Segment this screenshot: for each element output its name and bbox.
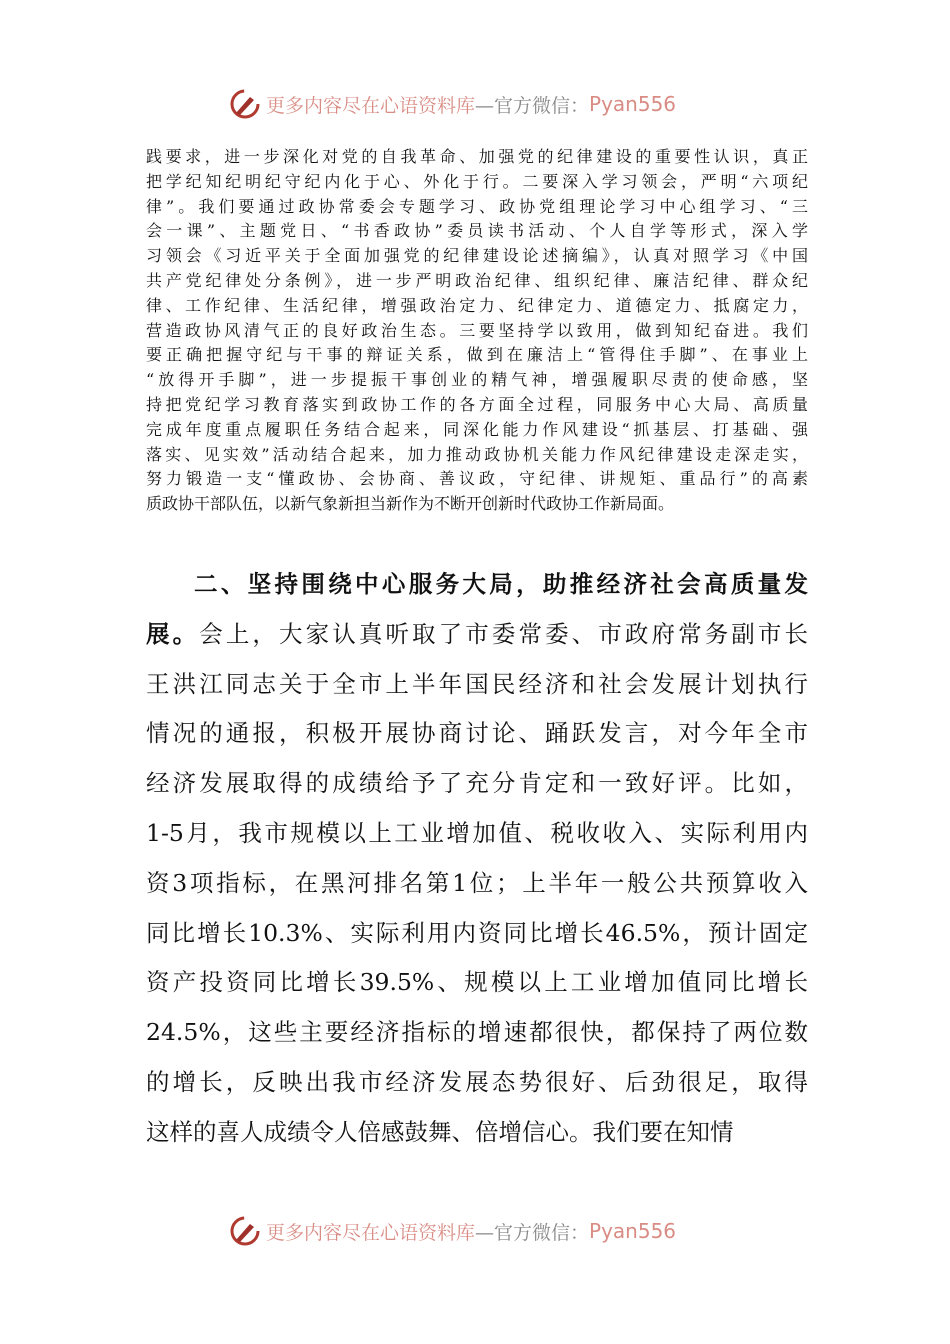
text-line: 这样的喜人成绩令人倍感鼓舞、倍增信心。我们要在知情 xyxy=(146,1117,734,1146)
quill-logo-icon xyxy=(228,1214,262,1248)
paragraph-discipline xyxy=(146,145,808,517)
text-line: 持把党纪学习教育落实到政协工作的各方面全过程，同服务中心大局、高质量 xyxy=(146,394,808,414)
heading-end: 展。 xyxy=(146,619,200,648)
text-line: 共产党纪律处分条例》，进一步严明政治纪律、组织纪律、廉洁纪律、群众纪 xyxy=(146,270,808,290)
text-line: 1-5月，我市规模以上工业增加值、税收收入、实际利用内 xyxy=(146,818,808,847)
banner-text: 更多内容尽在心语资料库 xyxy=(266,94,476,117)
text-line: 律、工作纪律、生活纪律，增强政治定力、纪律定力、道德定力、抵腐定力， xyxy=(146,295,808,315)
header-banner xyxy=(228,86,676,122)
text-line: 经济发展取得的成绩给予了充分肯定和一致好评。比如， xyxy=(146,769,808,798)
text-line: “放得开手脚”，进一步提振干事创业的精气神，增强履职尽责的使命感，坚 xyxy=(146,370,808,390)
wechat-id: Pyan556 xyxy=(589,1219,677,1243)
banner-text: 更多内容尽在心语资料库 xyxy=(266,1221,476,1244)
text-line: 完成年度重点履职任务结合起来，同深化能力作风建设“抓基层、打基础、强 xyxy=(146,419,808,439)
text-line: 要正确把握守纪与干事的辩证关系，做到在廉洁上“管得住手脚”、在事业上 xyxy=(146,345,808,365)
section-2 xyxy=(146,560,808,1158)
text-line: 践要求，进一步深化对党的自我革命、加强党的纪律建设的重要性认识，真正 xyxy=(146,147,808,166)
wechat-id: Pyan556 xyxy=(589,92,677,116)
section-heading: 二、坚持围绕中心服务大局，助推经济社会高质量发 xyxy=(194,570,808,598)
banner-label: —官方微信： xyxy=(475,94,590,117)
text-line: 营造政协风清气正的良好政治生态。三要坚持学以致用，做到知纪奋进。我们 xyxy=(146,320,808,340)
text-line: 质政协干部队伍，以新气象新担当新作为不断开创新时代政协工作新局面。 xyxy=(146,494,675,514)
text-line: 24.5%，这些主要经济指标的增速都很快，都保持了两位数 xyxy=(146,1018,808,1047)
text-line: 落实、见实效”活动结合起来，加力推动政协机关能力作风纪律建设走深走实， xyxy=(146,444,808,464)
text-line: 习领会《习近平关于全面加强党的纪律建设论述摘编》，认真对照学习《中国 xyxy=(146,246,808,266)
text-line-rest: 会上，大家认真听取了市委常委、市政府常务副市长 xyxy=(199,619,809,648)
text-line: 王洪江同志关于全市上半年国民经济和社会发展计划执行 xyxy=(146,669,808,698)
text-line: 会一课”、主题党日、“书香政协”委员读书活动、个人自学等形式，深入学 xyxy=(146,221,808,241)
text-line: 努力锻造一支“懂政协、会协商、善议政，守纪律、讲规矩、重品行”的高素 xyxy=(146,469,808,489)
text-line: 的增长，反映出我市经济发展态势很好、后劲很足，取得 xyxy=(146,1067,808,1096)
text-line: 把学纪知纪明纪守纪内化于心、外化于行。二要深入学习领会，严明“六项纪 xyxy=(146,171,808,191)
footer-banner xyxy=(228,1213,676,1249)
text-line: 律”。我们要通过政协常委会专题学习、政协党组理论学习中心组学习、“三 xyxy=(146,196,808,216)
text-line xyxy=(146,610,808,660)
text-line: 同比增长10.3%、实际利用内资同比增长46.5%，预计固定 xyxy=(146,918,808,947)
banner-label: —官方微信： xyxy=(475,1221,590,1244)
text-line: 资3项指标，在黑河排名第1位；上半年一般公共预算收入 xyxy=(146,868,808,897)
quill-logo-icon xyxy=(228,87,262,121)
text-line: 情况的通报，积极开展协商讨论、踊跃发言，对今年全市 xyxy=(146,719,808,748)
text-line: 资产投资同比增长39.5%、规模以上工业增加值同比增长 xyxy=(146,968,808,997)
